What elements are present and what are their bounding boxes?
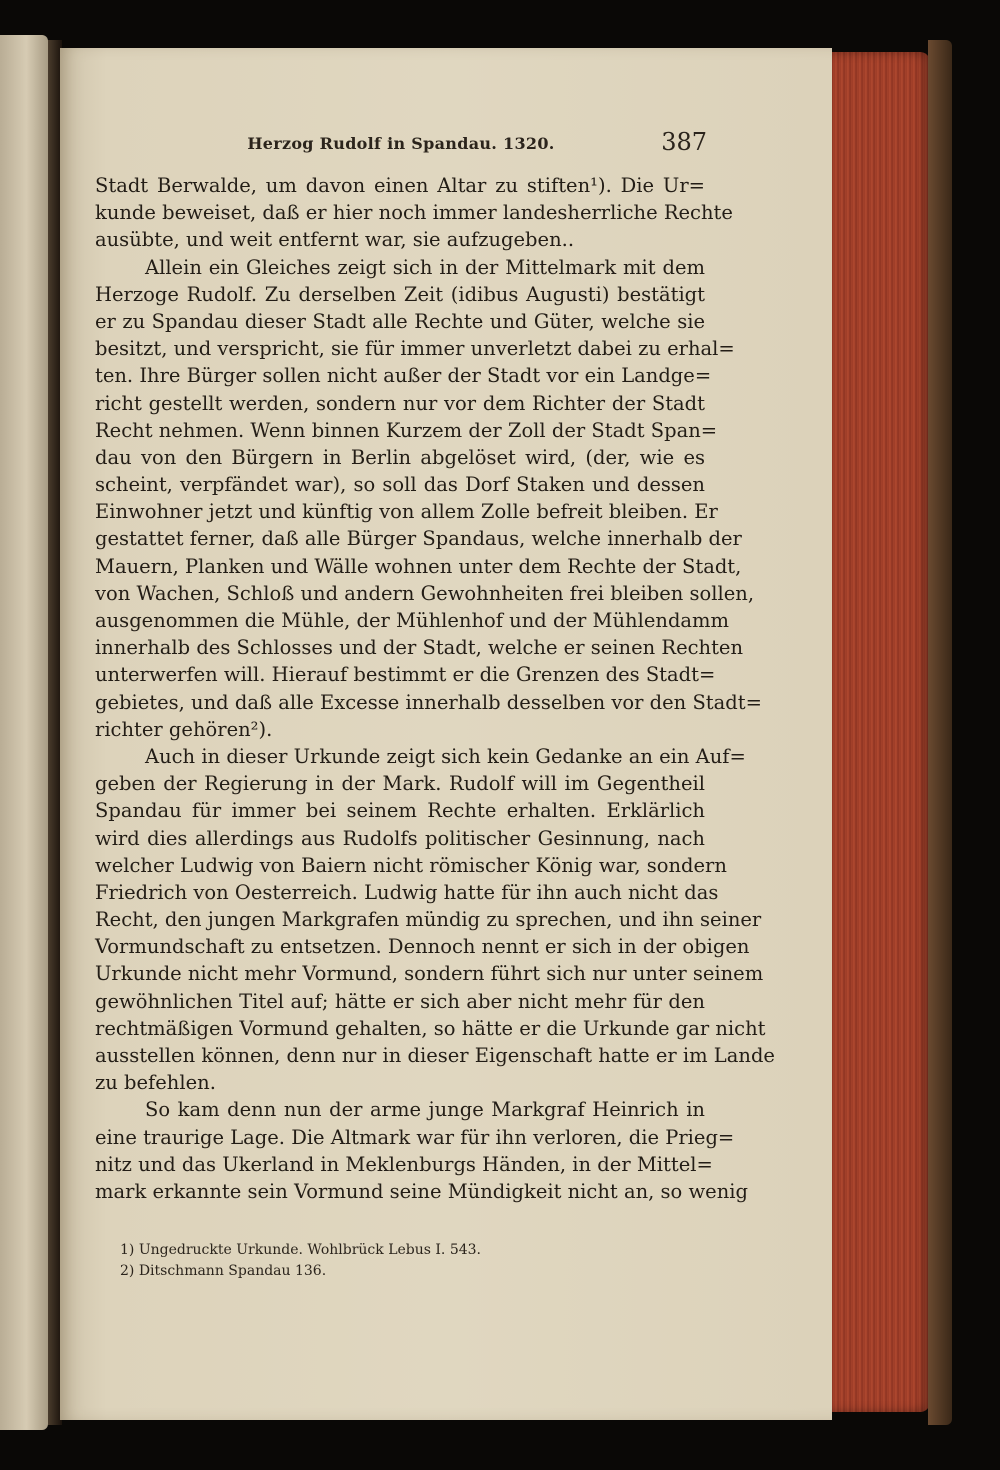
text-line: richt gestellt werden, sondern nur vor dem Richter der Stadt bbox=[95, 391, 705, 415]
text-line: So kam denn nun der arme junge Markgraf Heinrich in bbox=[145, 1098, 705, 1122]
body-text bbox=[95, 172, 775, 1205]
text-line: wird dies allerdings aus Rudolfs politischer Gesinnung, nach bbox=[95, 826, 705, 850]
text-line: er zu Spandau dieser Stadt alle Rechte und Güter, welche sie bbox=[95, 309, 705, 333]
text-line: zu befehlen. bbox=[95, 1071, 216, 1095]
page-header bbox=[95, 128, 707, 162]
text-line: dau von den Bürgern in Berlin abgelöset wird, (der, wie es bbox=[95, 445, 705, 469]
text-line: gewöhnlichen Titel auf; hätte er sich aber nicht mehr für den bbox=[95, 989, 705, 1013]
text-line: Herzoge Rudolf. Zu derselben Zeit (idibus Augusti) bestätigt bbox=[95, 282, 705, 306]
text-line: Recht nehmen. Wenn binnen Kurzem der Zoll der Stadt Span= bbox=[95, 418, 718, 442]
text-line: ausübte, und weit entfernt war, sie aufzugeben.. bbox=[95, 228, 575, 252]
text-line: unterwerfen will. Hierauf bestimmt er die Grenzen des Stadt= bbox=[95, 663, 716, 687]
text-line: besitzt, und verspricht, sie für immer unverletzt dabei zu erhal= bbox=[95, 337, 735, 361]
text-line: Mauern, Planken und Wälle wohnen unter dem Rechte der Stadt, bbox=[95, 554, 742, 578]
text-line: mark erkannte sein Vormund seine Mündigkeit nicht an, so wenig bbox=[95, 1179, 748, 1203]
left-page-edge bbox=[0, 35, 48, 1430]
text-line: innerhalb des Schlosses und der Stadt, welche er seinen Rechten bbox=[95, 636, 744, 660]
text-line: eine traurige Lage. Die Altmark war für ihn verloren, die Prieg= bbox=[95, 1125, 735, 1149]
page-number: 387 bbox=[661, 128, 707, 156]
running-head: Herzog Rudolf in Spandau. 1320. bbox=[247, 134, 555, 153]
text-line: Urkunde nicht mehr Vormund, sondern führt sich nur unter seinem bbox=[95, 962, 764, 986]
text-line: Spandau für immer bei seinem Rechte erhalten. Erklärlich bbox=[95, 799, 705, 823]
book-cover-edge bbox=[928, 40, 952, 1425]
text-line: ten. Ihre Bürger sollen nicht außer der Stadt vor ein Landge= bbox=[95, 364, 712, 388]
text-line: geben der Regierung in der Mark. Rudolf will im Gegentheil bbox=[95, 772, 705, 796]
footnote: 1) Ungedruckte Urkunde. Wohlbrück Lebus I. 543. bbox=[120, 1242, 481, 1258]
text-line: ausgenommen die Mühle, der Mühlenhof und der Mühlendamm bbox=[95, 609, 730, 632]
footnote: 2) Ditschmann Spandau 136. bbox=[120, 1263, 327, 1279]
text-line: Vormundschaft zu entsetzen. Dennoch nennt er sich in der obigen bbox=[95, 935, 750, 959]
text-line: scheint, verpfändet war), so soll das Dorf Staken und dessen bbox=[95, 473, 705, 497]
text-line: welcher Ludwig von Baiern nicht römischer König war, sondern bbox=[95, 853, 727, 877]
text-line: Allein ein Gleiches zeigt sich in der Mittelmark mit dem bbox=[145, 255, 705, 279]
text-line: Friedrich von Oesterreich. Ludwig hatte für ihn auch nicht das bbox=[95, 880, 719, 904]
text-line: ausstellen können, denn nur in dieser Eigenschaft hatte er im Lande bbox=[95, 1044, 775, 1067]
text-line: richter gehören²). bbox=[95, 717, 273, 741]
footnotes bbox=[120, 1240, 680, 1282]
text-line: von Wachen, Schloß und andern Gewohnheiten frei bleiben sollen, bbox=[95, 581, 755, 605]
text-line: Recht, den jungen Markgrafen mündig zu sprechen, und ihn seiner bbox=[95, 908, 762, 932]
text-line: Stadt Berwalde, um davon einen Altar zu stiften¹). Die Ur= bbox=[95, 174, 705, 197]
text-line: gestattet ferner, daß alle Bürger Spandaus, welche innerhalb der bbox=[95, 527, 742, 551]
page-block-edge bbox=[822, 52, 930, 1412]
text-line: nitz und das Ukerland in Meklenburgs Händen, in der Mittel= bbox=[95, 1152, 713, 1176]
text-line: rechtmäßigen Vormund gehalten, so hätte er die Urkunde gar nicht bbox=[95, 1016, 766, 1040]
text-line: gebietes, und daß alle Excesse innerhalb desselben vor den Stadt= bbox=[95, 690, 762, 714]
text-line: Auch in dieser Urkunde zeigt sich kein Gedanke an ein Auf= bbox=[145, 744, 746, 768]
text-line: Einwohner jetzt und künftig von allem Zolle befreit bleiben. Er bbox=[95, 500, 718, 524]
text-line: kunde beweiset, daß er hier noch immer landesherrliche Rechte bbox=[95, 201, 733, 225]
